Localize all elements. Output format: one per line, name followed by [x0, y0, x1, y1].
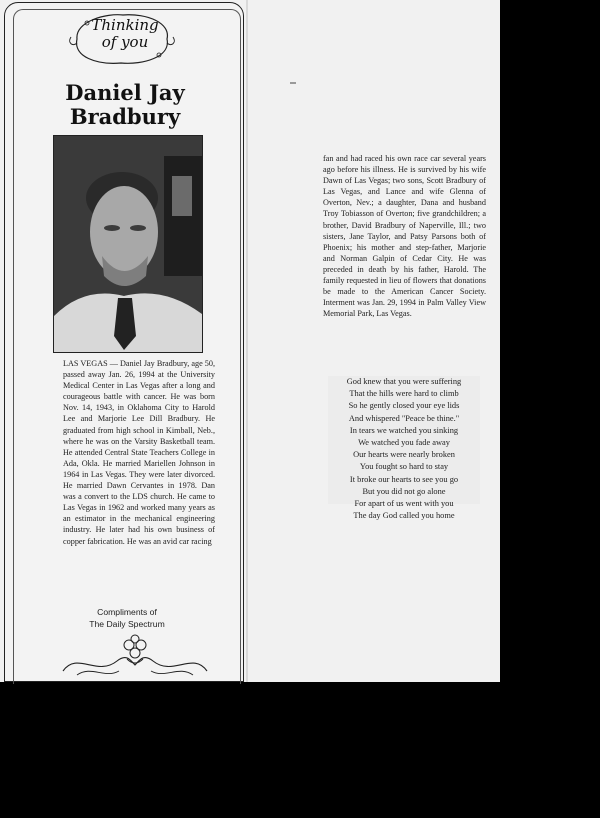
poem-line: So he gently closed your eye lids	[348, 401, 460, 411]
poem-line: You fought so hard to stay	[359, 462, 449, 472]
compliments-line-1: Compliments of	[97, 607, 157, 617]
name-first: Daniel Jay	[65, 80, 185, 105]
poem-line: But you did not go alone	[362, 486, 446, 496]
deceased-name	[25, 81, 225, 129]
scan-mark	[290, 80, 298, 86]
poem-line: It broke our hearts to see you go	[349, 474, 459, 484]
emblem-text	[83, 17, 167, 51]
compliments	[65, 606, 189, 630]
page-fold	[246, 0, 248, 682]
name-last: Bradbury	[69, 104, 181, 129]
poem-line: And whispered "Peace be thine."	[348, 413, 460, 423]
obituary-left-column: LAS VEGAS — Daniel Jay Bradbury, age 50, passed away Jan. 26, 1994 at the University Medical Center in Las Vegas after a long and courageous battle with cancer. He was born Nov. 14, 1943, in Oklahoma City to Harold Lee and Marjorie Lee Dill Bradbury. He graduated from high school in Kimball, Neb., where he was on the Varsity Basketball team. He attended Central State Teachers College in Ada, Okla. He married Mariellen Johnson in 1964 in Las Vegas. They were later divorced. He married Dawn Cervantes in 1978. Dan was a convert to the LDS church. He came to Las Vegas in 1962 and worked many years as an estimator in the mechanical engineering industry. He later had his own business of copper fabrication. He was an avid car racing	[63, 359, 215, 546]
poem-line: For apart of us went with you	[354, 499, 454, 509]
floral-ornament	[57, 631, 213, 681]
portrait-photo	[53, 135, 203, 353]
poem-line: That the hills were hard to climb	[349, 389, 459, 399]
memorial-poem	[328, 376, 480, 521]
poem-line: God knew that you were suffering	[346, 377, 462, 386]
poem-line: Our hearts were nearly broken	[353, 450, 455, 460]
poem-line: In tears we watched you sinking	[349, 425, 459, 435]
poem-line: We watched you fade away	[358, 438, 450, 448]
emblem-line-2: of you	[101, 33, 149, 51]
poem-line: The day God called you home	[353, 511, 455, 521]
emblem-line-1: Thinking	[91, 16, 159, 34]
obituary-right-column: fan and had raced his own race car several years ago before his illness. He is survived by his wife Dawn of Las Vegas; two sons, Scott Bradbury of Las Vegas, and Lance and wife Glenna of Overton, Nev.; a daughter, Dana and husband Troy Tobiasson of Overton; five grandchildren; a brother, David Bradbury of Naperville, Ill.; two sisters, Jane Taylor, and Patsy Parsons both of Phoenix; his mother and step-father, Marjorie and Norman Galpin of Cedar City. He was preceded in death by his father, Harold. The family requested in lieu of flowers that donations be made to the American Cancer Society. Interment was Jan. 29, 1994 in Palm Valley View Memorial Park, Las Vegas.	[323, 154, 486, 319]
compliments-line-2: The Daily Spectrum	[89, 619, 165, 629]
memorial-card	[4, 2, 244, 682]
